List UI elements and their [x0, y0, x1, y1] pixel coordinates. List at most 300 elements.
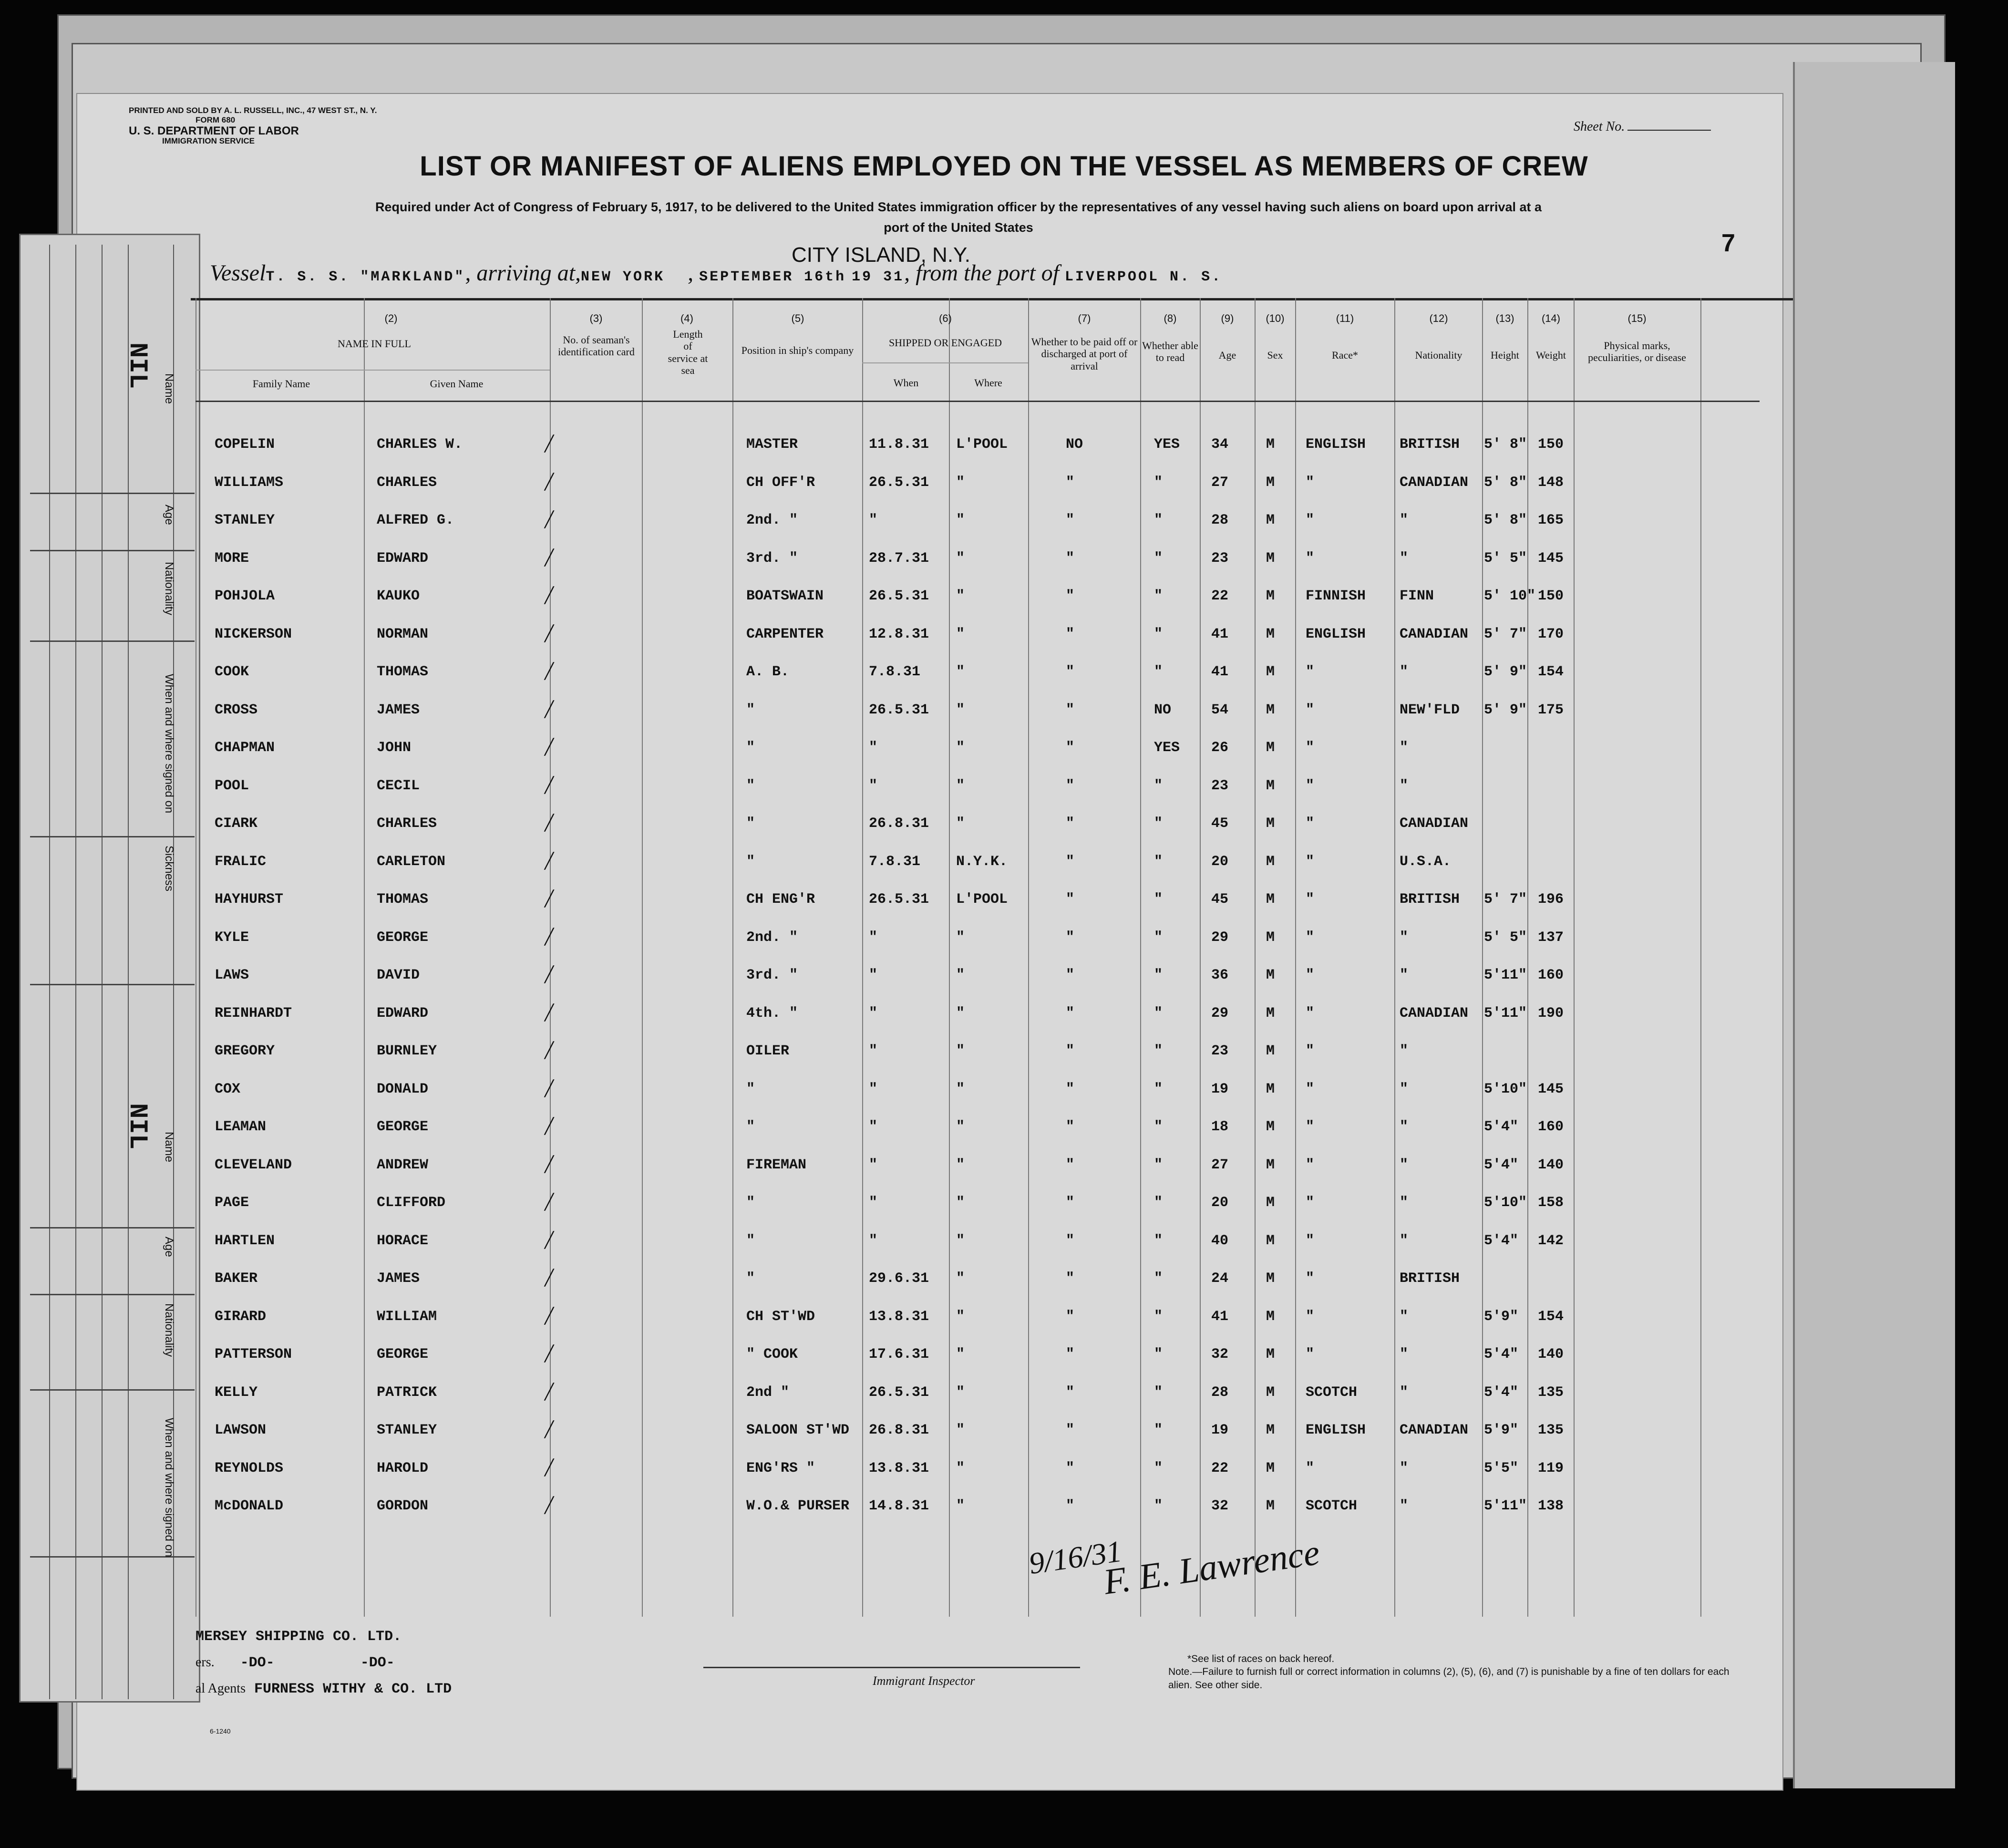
cell-height: 5' 8" [1484, 436, 1527, 453]
cell-height: 5'4" [1484, 1346, 1519, 1363]
cell-shipped-when: 26.5.31 [869, 475, 929, 491]
cell-sex: M [1266, 740, 1275, 756]
col-2-number: (2) [384, 312, 398, 324]
cell-age: 45 [1211, 816, 1229, 832]
cell-shipped-where: " [956, 702, 965, 718]
cell-shipped-where: " [956, 816, 965, 832]
agents-value: FURNESS WITHY & CO. LTD [254, 1681, 452, 1697]
owners-line: MERSEY SHIPPING CO. LTD. [196, 1629, 402, 1645]
cell-shipped-where: " [956, 1043, 965, 1059]
cell-sex: M [1266, 1346, 1275, 1363]
cell-age: 23 [1211, 1043, 1229, 1059]
cell-shipped-when: " [869, 1233, 878, 1249]
cell-able-to-read: " [1154, 1081, 1163, 1097]
cell-shipped-where: " [956, 1233, 965, 1249]
footnote-penalty: Note.—Failure to furnish full or correct information in columns (2), (5), (6), and (7) is punishable by a fine of ten dollars for each alien. See other side. [1168, 1666, 1730, 1691]
cell-position: CH ENG'R [746, 891, 815, 908]
col-where-header: Where [974, 377, 1002, 389]
arrival-year: 19 31 [852, 269, 905, 285]
col-when-header: When [893, 377, 919, 389]
cell-given-name: WILLIAM [377, 1309, 437, 1325]
check-mark-icon: ╱ [545, 473, 554, 490]
cell-family-name: COOK [215, 664, 249, 680]
column-rule [1028, 298, 1029, 1617]
cell-sex: M [1266, 854, 1275, 870]
cell-weight: 175 [1538, 702, 1564, 718]
cell-sex: M [1266, 588, 1275, 604]
cell-shipped-where: " [956, 1309, 965, 1325]
column-rule [732, 298, 733, 1617]
cell-family-name: HAYHURST [215, 891, 284, 908]
cell-able-to-read: " [1154, 1270, 1163, 1287]
sheet-number [1574, 119, 1711, 134]
cell-paid-off: " [1066, 740, 1075, 756]
cell-sex: M [1266, 1498, 1275, 1514]
cell-given-name: HAROLD [377, 1460, 429, 1476]
cell-able-to-read: " [1154, 854, 1163, 870]
cell-race: " [1306, 1460, 1315, 1476]
cell-shipped-where: " [956, 626, 965, 642]
col-position-header: Position in ship's company [741, 344, 854, 356]
cell-weight: 148 [1538, 475, 1564, 491]
cell-able-to-read: " [1154, 1498, 1163, 1514]
stub-label: When and where signed on [163, 674, 175, 814]
check-mark-icon: ╱ [545, 1459, 554, 1476]
arrival-port: NEW YORK [581, 269, 665, 285]
printer-line: PRINTED AND SOLD BY A. L. RUSSELL, INC., 47 WEST ST., N. Y. [129, 106, 377, 115]
cell-weight: 154 [1538, 1309, 1564, 1325]
cell-paid-off: " [1066, 1081, 1075, 1097]
cell-age: 28 [1211, 512, 1229, 528]
printer-credit [129, 106, 377, 125]
cell-position: FIREMAN [746, 1157, 807, 1173]
cell-given-name: CLIFFORD [377, 1195, 446, 1211]
cell-position: " COOK [746, 1346, 798, 1363]
cell-given-name: BURNLEY [377, 1043, 437, 1059]
cell-shipped-where: " [956, 1498, 965, 1514]
cell-nationality: " [1400, 1081, 1409, 1097]
col-age-header: Age [1218, 349, 1236, 361]
cell-family-name: CHAPMAN [215, 740, 275, 756]
cell-weight: 190 [1538, 1005, 1564, 1022]
check-mark-icon: ╱ [545, 1421, 554, 1438]
city-stamp: CITY ISLAND, N.Y. [792, 243, 970, 267]
cell-position: CARPENTER [746, 626, 824, 642]
cell-height: 5' 7" [1484, 626, 1527, 642]
check-mark-icon: ╱ [545, 1345, 554, 1362]
cell-nationality: " [1400, 1195, 1409, 1211]
agents-line [196, 1681, 452, 1697]
cell-given-name: PATRICK [377, 1384, 437, 1401]
cell-shipped-where: " [956, 778, 965, 794]
col-15-number: (15) [1627, 312, 1647, 324]
cell-nationality: CANADIAN [1400, 475, 1469, 491]
cell-age: 34 [1211, 436, 1229, 453]
cell-nationality: BRITISH [1400, 436, 1460, 453]
cell-height: 5' 8" [1484, 512, 1527, 528]
cell-weight: 140 [1538, 1157, 1564, 1173]
col-given-name-header: Given Name [430, 378, 484, 390]
cell-shipped-when: 7.8.31 [869, 854, 921, 870]
cell-sex: M [1266, 1384, 1275, 1401]
cell-age: 26 [1211, 740, 1229, 756]
check-mark-icon: ╱ [545, 966, 554, 983]
col-7-number: (7) [1078, 312, 1091, 324]
cell-height: 5'11" [1484, 1005, 1527, 1022]
cell-nationality: " [1400, 1384, 1409, 1401]
cell-family-name: POOL [215, 778, 249, 794]
cell-position: " [746, 1119, 755, 1135]
cell-race: ENGLISH [1306, 626, 1366, 642]
cell-family-name: FRALIC [215, 854, 267, 870]
cell-shipped-when: " [869, 740, 878, 756]
cell-weight: 165 [1538, 512, 1564, 528]
cell-paid-off: " [1066, 1119, 1075, 1135]
nil-note: NIL [123, 1103, 152, 1150]
cell-given-name: EDWARD [377, 550, 429, 567]
department-service: IMMIGRATION SERVICE [162, 136, 255, 146]
cell-paid-off: " [1066, 1422, 1075, 1438]
check-mark-icon: ╱ [545, 738, 554, 755]
col-family-name-header: Family Name [252, 378, 310, 390]
cell-shipped-when: 26.5.31 [869, 702, 929, 718]
cell-height: 5' 5" [1484, 929, 1527, 946]
cell-age: 19 [1211, 1081, 1229, 1097]
cell-height: 5' 10" [1484, 588, 1536, 604]
cell-nationality: " [1400, 550, 1409, 567]
cell-sex: M [1266, 702, 1275, 718]
cell-paid-off: " [1066, 588, 1075, 604]
cell-shipped-when: " [869, 967, 878, 983]
cell-family-name: GIRARD [215, 1309, 267, 1325]
subtitle-line: Required under Act of Congress of February 5, 1917, to be delivered to the United States immigration officer by the representatives of any vessel having such aliens on board upon arrival at a [375, 200, 1542, 214]
cell-family-name: REYNOLDS [215, 1460, 284, 1476]
sheet-number-label: Sheet No. [1574, 119, 1625, 134]
col-weight-header: Weight [1536, 349, 1566, 361]
cell-nationality: " [1400, 1157, 1409, 1173]
cell-age: 23 [1211, 550, 1229, 567]
header-subrule [862, 362, 1028, 363]
cell-shipped-where: " [956, 1270, 965, 1287]
cell-age: 29 [1211, 929, 1229, 946]
cell-family-name: CLEVELAND [215, 1157, 292, 1173]
cell-height: 5'4" [1484, 1119, 1519, 1135]
cell-sex: M [1266, 436, 1275, 453]
department-header [129, 125, 299, 145]
cell-height: 5'9" [1484, 1309, 1519, 1325]
check-mark-icon: ╱ [545, 814, 554, 831]
vessel-name: T. S. S. "MARKLAND" [266, 269, 465, 285]
cell-given-name: THOMAS [377, 891, 429, 908]
col-id-card-header: No. of seaman's identification card [558, 334, 635, 358]
cell-able-to-read: YES [1154, 740, 1180, 756]
signature-date: 9/16/31 [1027, 1534, 1124, 1581]
cell-height: 5'4" [1484, 1384, 1519, 1401]
cell-shipped-when: 17.6.31 [869, 1346, 929, 1363]
cell-position: BOATSWAIN [746, 588, 824, 604]
cell-position: W.O.& PURSER [746, 1498, 850, 1514]
cell-position: " [746, 1081, 755, 1097]
check-mark-icon: ╱ [545, 1117, 554, 1135]
cell-paid-off: " [1066, 1384, 1075, 1401]
cell-weight: 170 [1538, 626, 1564, 642]
cell-race: ENGLISH [1306, 1422, 1366, 1438]
cell-paid-off: " [1066, 891, 1075, 908]
cell-race: " [1306, 1233, 1315, 1249]
cell-family-name: MORE [215, 550, 249, 567]
cell-position: " [746, 778, 755, 794]
cell-given-name: JAMES [377, 702, 420, 718]
column-rule [1527, 298, 1528, 1617]
cell-paid-off: " [1066, 1157, 1075, 1173]
background-sheet-edge [1793, 62, 1955, 1788]
cell-age: 22 [1211, 588, 1229, 604]
cell-able-to-read: " [1154, 967, 1163, 983]
cell-race: FINNISH [1306, 588, 1366, 604]
cell-sex: M [1266, 512, 1275, 528]
col-3-number: (3) [589, 312, 603, 324]
cell-position: " [746, 816, 755, 832]
col-13-number: (13) [1495, 312, 1514, 324]
check-mark-icon: ╱ [545, 890, 554, 907]
cell-shipped-when: 13.8.31 [869, 1309, 929, 1325]
column-rule [1700, 298, 1701, 1617]
cell-paid-off: " [1066, 1043, 1075, 1059]
col-9-number: (9) [1221, 312, 1234, 324]
cell-shipped-where: " [956, 1195, 965, 1211]
cell-shipped-when: 26.5.31 [869, 1384, 929, 1401]
cell-family-name: CIARK [215, 816, 258, 832]
cell-sex: M [1266, 891, 1275, 908]
signature-name: F. E. Lawrence [1101, 1532, 1322, 1602]
corner-mark: 7 [1721, 229, 1735, 257]
cell-race: " [1306, 1195, 1315, 1211]
cell-nationality: BRITISH [1400, 1270, 1460, 1287]
cell-position: 2nd " [746, 1384, 790, 1401]
col-5-number: (5) [791, 312, 804, 324]
cell-shipped-when: 14.8.31 [869, 1498, 929, 1514]
cell-height: 5'11" [1484, 1498, 1527, 1514]
cell-nationality: FINN [1400, 588, 1434, 604]
cell-shipped-when: 26.8.31 [869, 816, 929, 832]
stub-label: When and where signed on [163, 1418, 175, 1558]
column-rule [949, 298, 950, 1617]
cell-able-to-read: " [1154, 1043, 1163, 1059]
cell-shipped-when: " [869, 929, 878, 946]
cell-paid-off: " [1066, 1005, 1075, 1022]
cell-family-name: STANLEY [215, 512, 275, 528]
cell-age: 40 [1211, 1233, 1229, 1249]
check-mark-icon: ╱ [545, 852, 554, 869]
column-rule [550, 298, 551, 1617]
cell-position: A. B. [746, 664, 790, 680]
cell-paid-off: " [1066, 702, 1075, 718]
cell-shipped-where: " [956, 1422, 965, 1438]
cell-sex: M [1266, 1119, 1275, 1135]
cell-shipped-when: " [869, 1043, 878, 1059]
cell-given-name: GEORGE [377, 929, 429, 946]
nil-note: NIL [123, 342, 152, 389]
check-mark-icon: ╱ [545, 511, 554, 528]
cell-nationality: " [1400, 1498, 1409, 1514]
cell-height: 5' 7" [1484, 891, 1527, 908]
check-mark-icon: ╱ [545, 587, 554, 604]
cell-race: " [1306, 967, 1315, 983]
header-rule [191, 298, 1793, 300]
column-rule [364, 298, 365, 1617]
check-mark-icon: ╱ [545, 1156, 554, 1173]
cell-shipped-when: 7.8.31 [869, 664, 921, 680]
inspector-signature-line [703, 1667, 1080, 1668]
cell-nationality: " [1400, 967, 1409, 983]
cell-paid-off: " [1066, 512, 1075, 528]
col-6-number: (6) [939, 312, 952, 324]
column-rule [1140, 298, 1141, 1617]
stub-tab [19, 234, 200, 1703]
cell-race: " [1306, 1270, 1315, 1287]
cell-able-to-read: " [1154, 1422, 1163, 1438]
cell-paid-off: " [1066, 475, 1075, 491]
cell-weight: 196 [1538, 891, 1564, 908]
cell-race: " [1306, 1309, 1315, 1325]
cell-race: " [1306, 740, 1315, 756]
cell-position: OILER [746, 1043, 790, 1059]
cell-paid-off: " [1066, 967, 1075, 983]
cell-shipped-where: " [956, 1081, 965, 1097]
col-height-header: Height [1491, 349, 1519, 361]
cell-sex: M [1266, 550, 1275, 567]
cell-shipped-where: " [956, 929, 965, 946]
cell-sex: M [1266, 1460, 1275, 1476]
cell-age: 19 [1211, 1422, 1229, 1438]
cell-able-to-read: " [1154, 626, 1163, 642]
stub-label: Name [163, 373, 175, 404]
cell-race: " [1306, 1346, 1315, 1363]
cell-shipped-where: N.Y.K. [956, 854, 1008, 870]
cell-age: 27 [1211, 1157, 1229, 1173]
cell-shipped-where: " [956, 967, 965, 983]
check-mark-icon: ╱ [545, 1383, 554, 1400]
cell-shipped-when: " [869, 512, 878, 528]
header-subrule [196, 370, 550, 371]
cell-family-name: BAKER [215, 1270, 258, 1287]
cell-age: 27 [1211, 475, 1229, 491]
cell-shipped-when: " [869, 1157, 878, 1173]
departure-port: LIVERPOOL N. S. [1065, 269, 1223, 285]
cell-given-name: NORMAN [377, 626, 429, 642]
cell-shipped-where: " [956, 664, 965, 680]
cell-sex: M [1266, 1157, 1275, 1173]
cell-race: " [1306, 664, 1315, 680]
inspector-label: Immigrant Inspector [873, 1674, 975, 1688]
cell-height: 5'11" [1484, 967, 1527, 983]
vessel-line: VesselT. S. S. "MARKLAND", arriving at,NEW YORK , SEPTEMBER 16th 19 31, from the port of LIVERPOOL N. S. [210, 260, 1223, 286]
col-shipped-header: SHIPPED OR ENGAGED [888, 337, 1002, 349]
cell-age: 20 [1211, 854, 1229, 870]
cell-given-name: DONALD [377, 1081, 429, 1097]
cell-family-name: REINHARDT [215, 1005, 292, 1022]
cell-shipped-where: " [956, 1157, 965, 1173]
vessel-label: Vessel [210, 260, 266, 286]
cell-sex: M [1266, 626, 1275, 642]
cell-shipped-when: 28.7.31 [869, 550, 929, 567]
department-name: U. S. DEPARTMENT OF LABOR [129, 124, 299, 137]
cell-height: 5'4" [1484, 1157, 1519, 1173]
cell-race: " [1306, 512, 1315, 528]
cell-weight: 145 [1538, 550, 1564, 567]
cell-position: " [746, 702, 755, 718]
cell-able-to-read: " [1154, 778, 1163, 794]
cell-family-name: CROSS [215, 702, 258, 718]
page-subtitle [200, 197, 1717, 238]
page-title: LIST OR MANIFEST OF ALIENS EMPLOYED ON THE VESSEL AS MEMBERS OF CREW [420, 151, 1588, 182]
subtitle-line: port of the United States [884, 220, 1033, 235]
cell-given-name: EDWARD [377, 1005, 429, 1022]
cell-given-name: CECIL [377, 778, 420, 794]
cell-position: MASTER [746, 436, 798, 453]
cell-height: 5'10" [1484, 1081, 1527, 1097]
check-mark-icon: ╱ [545, 1042, 554, 1059]
cell-family-name: NICKERSON [215, 626, 292, 642]
footnote-races: *See list of races on back hereof. [1187, 1653, 1335, 1664]
cell-able-to-read: " [1154, 929, 1163, 946]
cell-family-name: KELLY [215, 1384, 258, 1401]
cell-age: 28 [1211, 1384, 1229, 1401]
cell-shipped-when: 26.5.31 [869, 588, 929, 604]
cell-able-to-read: " [1154, 891, 1163, 908]
stub-label: Age [163, 505, 175, 525]
cell-height: 5'10" [1484, 1195, 1527, 1211]
cell-paid-off: " [1066, 1498, 1075, 1514]
cell-shipped-where: " [956, 550, 965, 567]
cell-age: 41 [1211, 626, 1229, 642]
cell-sex: M [1266, 664, 1275, 680]
cell-shipped-where: " [956, 512, 965, 528]
cell-race: " [1306, 702, 1315, 718]
arriving-label: , arriving at, [465, 260, 581, 286]
check-mark-icon: ╱ [545, 1307, 554, 1324]
cell-sex: M [1266, 1422, 1275, 1438]
cell-able-to-read: " [1154, 1119, 1163, 1135]
cell-position: 4th. " [746, 1005, 798, 1022]
cell-age: 20 [1211, 1195, 1229, 1211]
stub-label: Nationality [163, 1303, 175, 1357]
col-read-header: Whether able to read [1142, 340, 1198, 364]
cell-weight: 135 [1538, 1384, 1564, 1401]
cell-shipped-when: 26.8.31 [869, 1422, 929, 1438]
cell-race: " [1306, 891, 1315, 908]
cell-age: 45 [1211, 891, 1229, 908]
header-bottom-rule [196, 401, 1760, 402]
cell-family-name: PAGE [215, 1195, 249, 1211]
cell-shipped-where: " [956, 1346, 965, 1363]
cell-age: 22 [1211, 1460, 1229, 1476]
col-4-number: (4) [680, 312, 693, 324]
cell-shipped-where: " [956, 475, 965, 491]
cell-race: " [1306, 778, 1315, 794]
cell-position: SALOON ST'WD [746, 1422, 850, 1438]
cell-paid-off: " [1066, 1270, 1075, 1287]
cell-age: 36 [1211, 967, 1229, 983]
cell-able-to-read: NO [1154, 702, 1172, 718]
cell-height: 5'5" [1484, 1460, 1519, 1476]
check-mark-icon: ╱ [545, 549, 554, 566]
owners-value: -DO- -DO- [240, 1655, 395, 1671]
cell-weight: 150 [1538, 588, 1564, 604]
cell-age: 41 [1211, 664, 1229, 680]
cell-age: 23 [1211, 778, 1229, 794]
cell-given-name: CHARLES W. [377, 436, 463, 453]
